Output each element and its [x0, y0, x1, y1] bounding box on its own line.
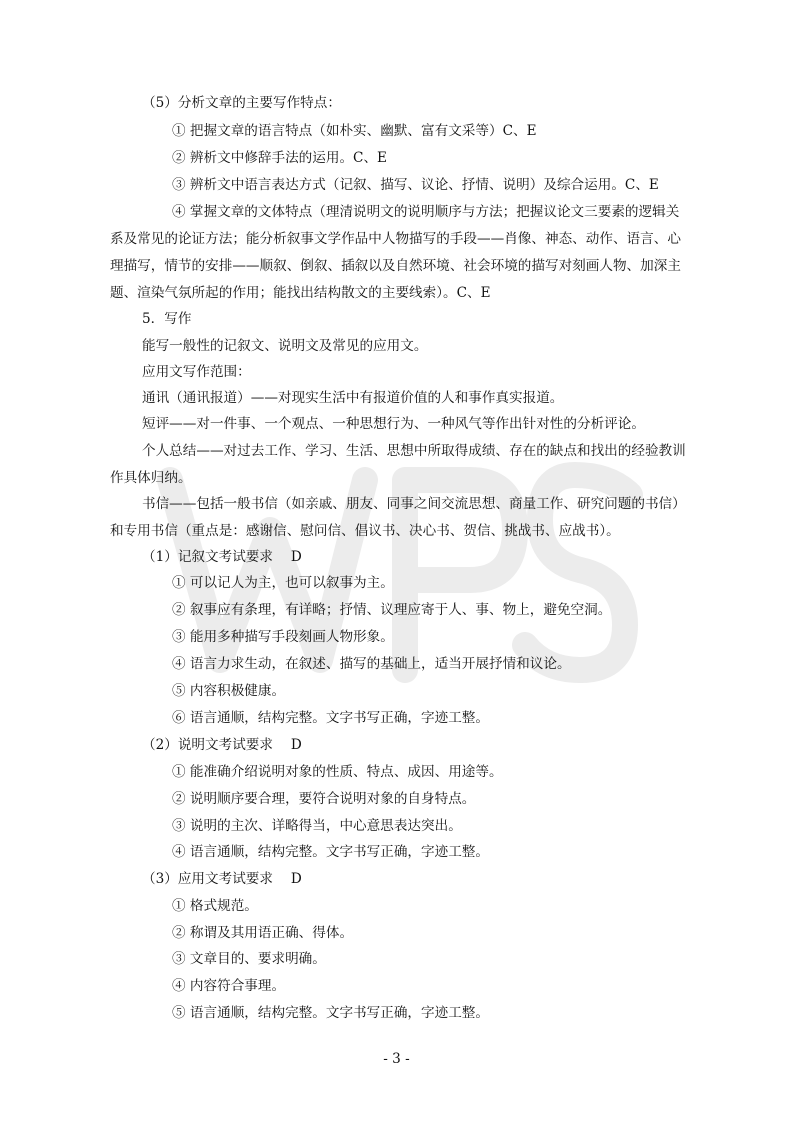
paragraph-line: 题、渲染气氛所起的作用；能找出结构散文的主要线索）。C、E — [110, 285, 491, 301]
subheading-applied-requirements: （3）应用文考试要求 D — [142, 871, 302, 887]
paragraph-line: 书信——包括一般书信（如亲戚、朋友、同事之间交流思想、商量工作、研究问题的书信） — [142, 496, 686, 512]
list-item: ① 把握文章的语言特点（如朴实、幽默、富有文采等）C、E — [172, 123, 537, 139]
list-item: ① 格式规范。 — [172, 898, 258, 914]
list-item: ② 辨析文中修辞手法的运用。C、E — [172, 150, 387, 166]
subheading-applied-writing-scope: 应用文写作范围： — [142, 364, 251, 380]
list-item: ④ 语言通顺，结构完整。文字书写正确，字迹工整。 — [172, 844, 489, 860]
list-item: ③ 文章目的、要求明确。 — [172, 951, 326, 967]
list-item: ④ 内容符合事理。 — [172, 978, 286, 994]
section-heading-writing: 5．写作 — [142, 311, 192, 327]
section-heading-writing-features: （5）分析文章的主要写作特点： — [142, 95, 341, 111]
paragraph-line: 理描写，情节的安排——顺叙、倒叙、插叙以及自然环境、社会环境的描写对刻画人物、加深主 — [110, 258, 681, 274]
list-item: ② 称谓及其用语正确、得体。 — [172, 925, 354, 941]
list-item: ③ 说明的主次、详略得当，中心意思表达突出。 — [172, 818, 462, 834]
page-number: - 3 - — [383, 1051, 410, 1067]
subheading-narrative-requirements: （1）记叙文考试要求 D — [142, 549, 302, 565]
paragraph-line: 通讯（通讯报道）——对现实生活中有报道价值的人和事作真实报道。 — [142, 390, 564, 406]
list-item: ① 能准确介绍说明对象的性质、特点、成因、用途等。 — [172, 764, 503, 780]
list-item: ⑥ 语言通顺，结构完整。文字书写正确，字迹工整。 — [172, 710, 489, 726]
list-item: ④ 掌握文章的文体特点（理清说明文的说明顺序与方法；把握议论文三要素的逻辑关 — [172, 204, 680, 220]
list-item: ③ 辨析文中语言表达方式（记叙、描写、议论、抒情、说明）及综合运用。C、E — [172, 177, 659, 193]
paragraph-line: 能写一般性的记叙文、说明文及常见的应用文。 — [142, 338, 428, 354]
paragraph-line: 和专用书信（重点是：感谢信、慰问信、倡议书、决心书、贺信、挑战书、应战书）。 — [110, 523, 620, 539]
paragraph-line: 作具体归纳。 — [110, 470, 192, 486]
list-item: ④ 语言力求生动，在叙述、描写的基础上，适当开展抒情和议论。 — [172, 656, 571, 672]
list-item: ⑤ 内容积极健康。 — [172, 683, 286, 699]
paragraph-line: 短评——对一件事、一个观点、一种思想行为、一种风气等作出针对性的分析评论。 — [142, 416, 645, 432]
paragraph-line: 系及常见的论证方法；能分析叙事文学作品中人物描写的手段——肖像、神态、动作、语言、心 — [110, 231, 681, 247]
list-item: ③ 能用多种描写手段刻画人物形象。 — [172, 629, 394, 645]
paragraph-line: 个人总结——对过去工作、学习、生活、思想中所取得成绩、存在的缺点和找出的经验教训 — [142, 443, 686, 459]
list-item: ② 叙事应有条理，有详略；抒情、议理应寄于人、事、物上，避免空洞。 — [172, 602, 612, 618]
list-item: ⑤ 语言通顺，结构完整。文字书写正确，字迹工整。 — [172, 1005, 489, 1021]
list-item: ① 可以记人为主，也可以叙事为主。 — [172, 575, 394, 591]
list-item: ② 说明顺序要合理，要符合说明对象的自身特点。 — [172, 791, 476, 807]
subheading-expository-requirements: （2）说明文考试要求 D — [142, 737, 302, 753]
